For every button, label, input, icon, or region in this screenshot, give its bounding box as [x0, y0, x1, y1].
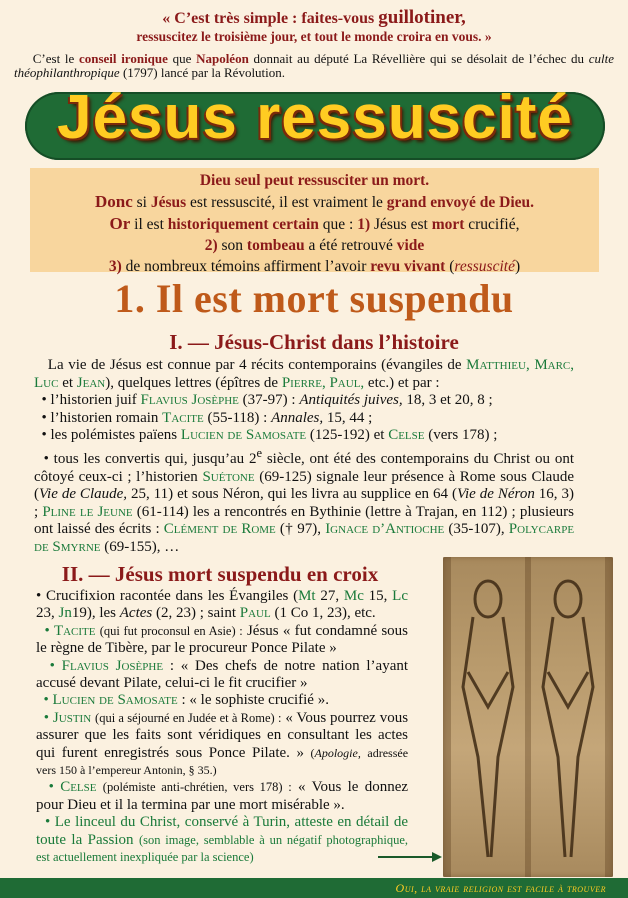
- ref-matthieu: Matthieu,: [466, 357, 530, 373]
- thesis-text: (: [449, 258, 455, 275]
- s2-text: (qui fut proconsul en Asie) :: [99, 623, 243, 638]
- ref-suetone: Suétone: [202, 468, 255, 485]
- thesis-donc: Donc: [94, 192, 133, 211]
- thesis-grand-envoye: grand envoyé de Dieu.: [386, 194, 535, 211]
- ref-josephe2: Flavius Josèphe: [61, 657, 164, 674]
- s1-text: (35-107),: [448, 521, 505, 538]
- s2-text: adressée vers 150 à l’empereur Antonin, § 35.): [36, 745, 409, 778]
- ref-jean: Jean: [76, 374, 106, 391]
- quote-open: « C’est très simple : faites-vous: [162, 10, 375, 27]
- s1-text: (69-125) signale leur présence à Rome sous Claude (: [34, 468, 574, 503]
- thesis-text: est ressuscité, il est vraiment le: [190, 194, 383, 211]
- thesis-text: que :: [322, 216, 354, 233]
- s1-text: et: [62, 374, 74, 391]
- section1-title: I. — Jésus-Christ dans l’histoire: [169, 330, 459, 354]
- thesis-revu: revu vivant: [370, 258, 446, 275]
- thesis-text: ): [514, 258, 521, 275]
- intro-paragraph: [14, 52, 614, 80]
- heading-1: 1. Il est mort suspendu: [114, 276, 514, 321]
- s2-text: 19), les: [71, 605, 117, 622]
- s2-text: 15,: [368, 588, 388, 604]
- thesis-text: de nombreux témoins affirment l’avoir: [125, 258, 367, 275]
- s1-text: (69-155), …: [104, 538, 180, 555]
- ref-celse2: Celse: [60, 779, 97, 796]
- intro-text: que: [172, 51, 192, 66]
- arrow-icon: [378, 852, 442, 862]
- s2-text: : « le sophiste crucifié ».: [181, 692, 329, 709]
- thesis-n1: 1): [357, 216, 371, 233]
- s1-text: (125-192) et: [309, 427, 385, 444]
- s1-text: • les polémistes païens: [41, 427, 178, 444]
- thesis-hist: historiquement certain: [167, 216, 319, 233]
- page-title: Jésus ressuscité: [57, 83, 573, 152]
- thesis-tombeau: tombeau: [246, 237, 305, 254]
- ref-paul2: Paul: [239, 605, 271, 622]
- s1-claude: Vie de Claude,: [39, 486, 128, 503]
- thesis-line1: Dieu seul peut ressusciter un mort.: [199, 172, 430, 189]
- s2-text: « Vous le donnez pour Dieu et il la termina par une mort misérable ».: [36, 779, 409, 813]
- ref-celse: Celse: [388, 427, 425, 444]
- ref-mc: Mc: [343, 588, 364, 604]
- section2-title: II. — Jésus mort suspendu en croix: [61, 562, 379, 586]
- thesis-text: a été retrouvé: [308, 237, 393, 254]
- intro-text: (1797) lancé par la Révolution.: [122, 65, 286, 80]
- thesis-text: il est: [134, 216, 164, 233]
- s2-text: (polémiste anti-chrétien, vers 178) :: [102, 780, 292, 795]
- s1-text: La vie de Jésus est connue par 4 récits contemporains (évangiles de: [47, 357, 462, 373]
- s1-text: († 97),: [279, 521, 322, 538]
- s1-neron: Vie de Néron: [456, 486, 535, 503]
- ref-mt: Mt: [298, 588, 316, 604]
- s1-text: (61-114) les a rencontrés en Bythinie (lettre à Trajan, en 112) ; plusieurs ont laissé des écrits :: [34, 503, 575, 538]
- s1-text: 15, 44 ;: [326, 409, 373, 426]
- opening-quote: [30, 8, 598, 45]
- s2-text: 27,: [320, 588, 340, 604]
- ref-luc: Luc: [34, 374, 59, 391]
- quote-guillotiner: guillotiner,: [378, 7, 466, 28]
- title-banner: [25, 83, 605, 160]
- ref-justin: Justin: [52, 709, 92, 726]
- thesis-text: son: [221, 237, 244, 254]
- s2-text: (2, 23) ; saint: [156, 605, 236, 622]
- ref-lucien2: Lucien de Samosate: [52, 692, 178, 709]
- s1-text: (37-97) :: [242, 392, 296, 409]
- section2-body: • Crucifixion racontée dans les Évangiles (Mt 27, Mc 15, Lc 23, Jn19), les Actes (2, 23) ; saint Paul (1 Co 1, 23), etc. • Tacite (qui fut proconsul en Asie) : Jésus « fut condamné sous le règne de Tibère, par le procureur Ponce Pilate » • Flavius Josèphe : « Des chefs de notre nation l’ayant accusé devant Pilate, celui-ci le fit crucifier » • Lucien de Samosate : « le sophiste crucifié ». • Justin (qui a séjourné en Judée et à Rome) : « Vous pourrez vous assurer que les faits sont véridiques en consultant les actes qui furent enregistrés sous Ponce Pilate. » (Apologie, adressée vers 150 à l’empereur Antonin, § 35.) • Celse (polémiste anti-chrétien, vers 178) : « Vous le donnez pour Dieu et il la termina par une mort misérable ». • Le linceul du Christ, conservé à Turin, atteste en détail de toute la Passion (son image, semblable à un négatif photographique, est actuellement inexpliquée par la science): [36, 588, 409, 865]
- s1-text: ), quelques lettres (épîtres de: [105, 374, 279, 391]
- ref-jn: Jn: [58, 605, 72, 622]
- thesis-n2: 2): [204, 237, 218, 254]
- ref-josephe: Flavius Josèphe: [140, 392, 239, 409]
- thesis-jesus: Jésus: [150, 194, 187, 211]
- s1-antiquites: Antiquités juives,: [299, 392, 403, 409]
- intro-text: C’est le: [32, 51, 75, 66]
- s1-annales: Annales,: [271, 409, 324, 426]
- s2-apologie: Apologie,: [314, 745, 361, 760]
- ref-marc: Marc,: [534, 357, 575, 373]
- s2-text: (qui a séjourné en Judée et à Rome) :: [95, 710, 282, 725]
- s2-text: : « Des chefs de notre nation l’ayant accusé devant Pilate, celui-ci le fit crucifier »: [36, 657, 409, 692]
- s2-text: (1 Co 1, 23), etc.: [274, 605, 376, 622]
- ref-pline: Pline le Jeune: [42, 503, 133, 520]
- thesis-ressuscite: ressuscité: [454, 258, 515, 275]
- s1-text: • l’historien juif: [41, 392, 137, 409]
- thesis-text: si: [136, 194, 147, 211]
- s2-text: (: [310, 745, 315, 760]
- ref-lucien: Lucien de Samosate: [180, 427, 307, 444]
- s2-text: « Vous pourrez vous assurer que les faits sont véridiques en consultant les actes qui furent enregistrés sous Ponce Pilate. »: [36, 709, 409, 761]
- s2-text: • Crucifixion racontée dans les Évangiles (: [36, 588, 299, 604]
- s1-text: 16, 3) ;: [34, 486, 574, 520]
- section1-body: [34, 357, 574, 557]
- thesis-n3: 3): [108, 258, 122, 275]
- thesis-vide: vide: [396, 237, 425, 254]
- s1-text: etc.) et par :: [367, 374, 440, 391]
- intro-culte: culte théophilanthropique: [14, 51, 615, 80]
- thesis-text: crucifié,: [468, 216, 520, 233]
- s1-text: • l’historien romain: [41, 409, 159, 426]
- s2-text: Jésus « fut condamné sous le règne de Tibère, par le procureur Ponce Pilate »: [36, 622, 409, 657]
- thesis-mort: mort: [431, 216, 465, 233]
- ref-lc: Lc: [392, 588, 408, 604]
- ref-pierre: Pierre,: [281, 374, 326, 391]
- footer-slogan: Oui, la vraie religion est facile à trouver: [0, 878, 628, 898]
- quote-line2: ressuscitez le troisième jour, et tout le monde croira en vous. »: [136, 29, 492, 44]
- ref-tacite2: Tacite: [53, 622, 96, 639]
- ref-ignace: Ignace d’Antioche: [325, 521, 445, 538]
- ref-paul: Paul,: [329, 374, 365, 391]
- thesis-text: Jésus est: [373, 216, 428, 233]
- thesis-box: [30, 168, 599, 275]
- s1-text: (vers 178) ;: [428, 427, 498, 444]
- ref-polycarpe: Polycarpe de Smyrne: [34, 521, 575, 555]
- thesis-or: Or: [109, 214, 131, 233]
- s1-text: 18, 3 et 20, 8 ;: [406, 392, 493, 409]
- intro-conseil: conseil ironique: [78, 51, 168, 66]
- s2-actes: Actes: [119, 605, 153, 622]
- s1-text: siècle, ont été des contemporains du Christ ou ont côtoyé ceux-ci ; l’historien: [34, 450, 575, 485]
- intro-text: donnait au député La Révellière qui se désolait de l’échec du: [253, 51, 585, 66]
- ref-tacite: Tacite: [162, 409, 204, 426]
- s2-text: 23,: [36, 605, 55, 622]
- s2-linceul: • Le linceul du Christ, conservé à Turin, atteste en détail de toute la Passion: [36, 814, 408, 848]
- s1-text: 25, 11) et sous Néron, qui les livra au supplice en 64 (: [130, 486, 457, 503]
- shroud-figure-icon: [443, 557, 613, 877]
- s1-text: (55-118) :: [207, 409, 268, 426]
- shroud-image: [443, 557, 613, 877]
- intro-napoleon: Napoléon: [196, 51, 249, 66]
- s1-sup: e: [256, 445, 263, 460]
- ref-clement: Clément de Rome: [163, 521, 276, 538]
- s1-text: • tous les convertis qui, jusqu’au 2: [43, 450, 257, 467]
- s2-linceul-note: (son image, semblable à un négatif photographique, est actuellement inexpliquée par la science): [36, 832, 408, 865]
